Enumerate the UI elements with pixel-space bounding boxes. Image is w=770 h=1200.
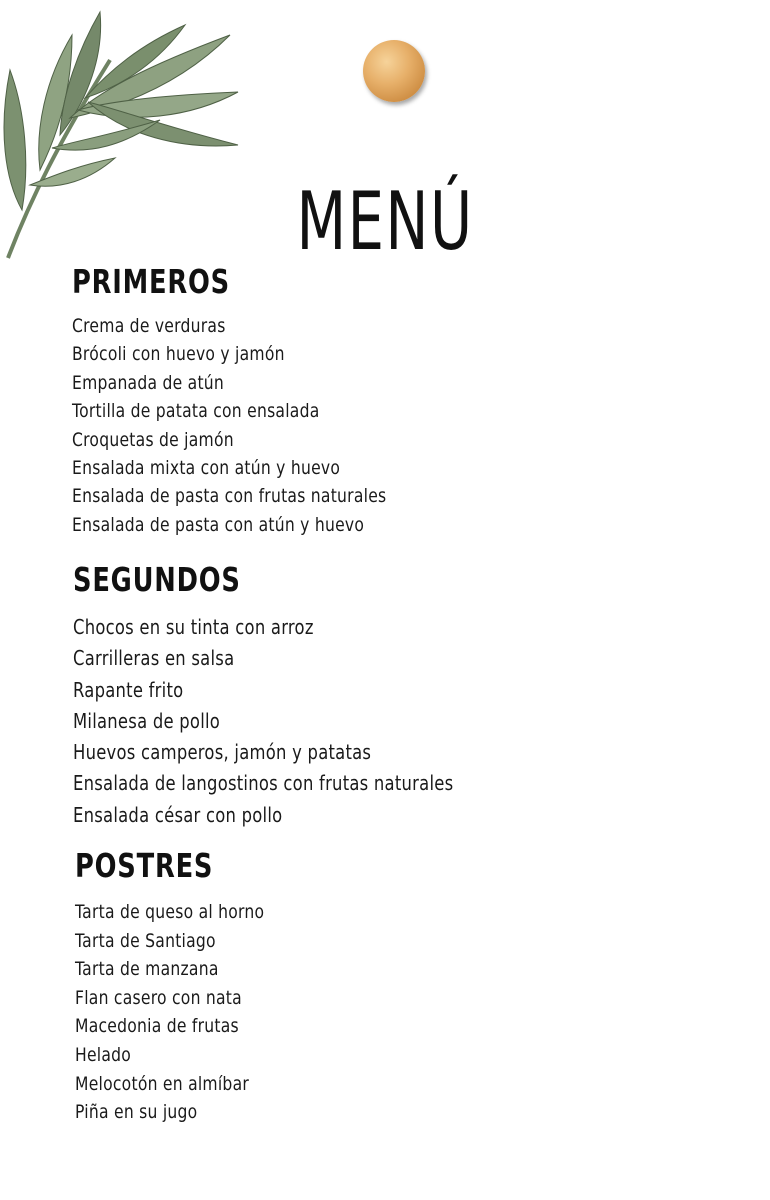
menu-item: Ensalada césar con pollo (73, 802, 283, 827)
postres-list (75, 898, 306, 1127)
segundos-list (73, 612, 537, 831)
menu-item: Melocotón en almíbar (75, 1072, 250, 1095)
menu-item: Huevos camperos, jamón y patatas (73, 740, 372, 765)
menu-item: Piña en su jugo (75, 1101, 198, 1124)
menu-item: Macedonia de frutas (75, 1015, 239, 1038)
menu-item: Ensalada mixta con atún y huevo (72, 456, 341, 479)
menu-item: Rapante frito (73, 677, 184, 702)
menu-item: Brócoli con huevo y jamón (72, 343, 285, 366)
menu-item: Carrilleras en salsa (73, 646, 235, 671)
section-title-primeros: PRIMEROS (72, 262, 230, 301)
gold-seal-icon (363, 40, 425, 102)
primeros-list (72, 312, 455, 539)
section-segundos (73, 560, 537, 831)
menu-item: Flan casero con nata (75, 986, 242, 1009)
menu-item: Ensalada de langostinos con frutas naturales (73, 771, 454, 796)
menu-item: Tarta de queso al horno (75, 901, 265, 923)
menu-title: MENÚ (296, 174, 474, 268)
menu-item: Tarta de manzana (75, 958, 219, 981)
menu-item: Tarta de Santiago (75, 929, 216, 952)
menu-item: Empanada de atún (72, 371, 225, 394)
menu-item: Ensalada de pasta con atún y huevo (72, 513, 365, 536)
menu-item: Croquetas de jamón (72, 428, 234, 451)
section-title-segundos: SEGUNDOS (73, 560, 241, 599)
menu-item: Chocos en su tinta con arroz (73, 615, 314, 639)
menu-item: Helado (75, 1043, 132, 1066)
menu-item: Crema de verduras (72, 315, 226, 337)
section-primeros (72, 262, 455, 539)
menu-item: Tortilla de patata con ensalada (72, 400, 320, 423)
menu-item: Ensalada de pasta con frutas naturales (72, 485, 387, 508)
section-postres (75, 846, 306, 1127)
menu-item: Milanesa de pollo (73, 708, 221, 733)
section-title-postres: POSTRES (75, 846, 214, 885)
